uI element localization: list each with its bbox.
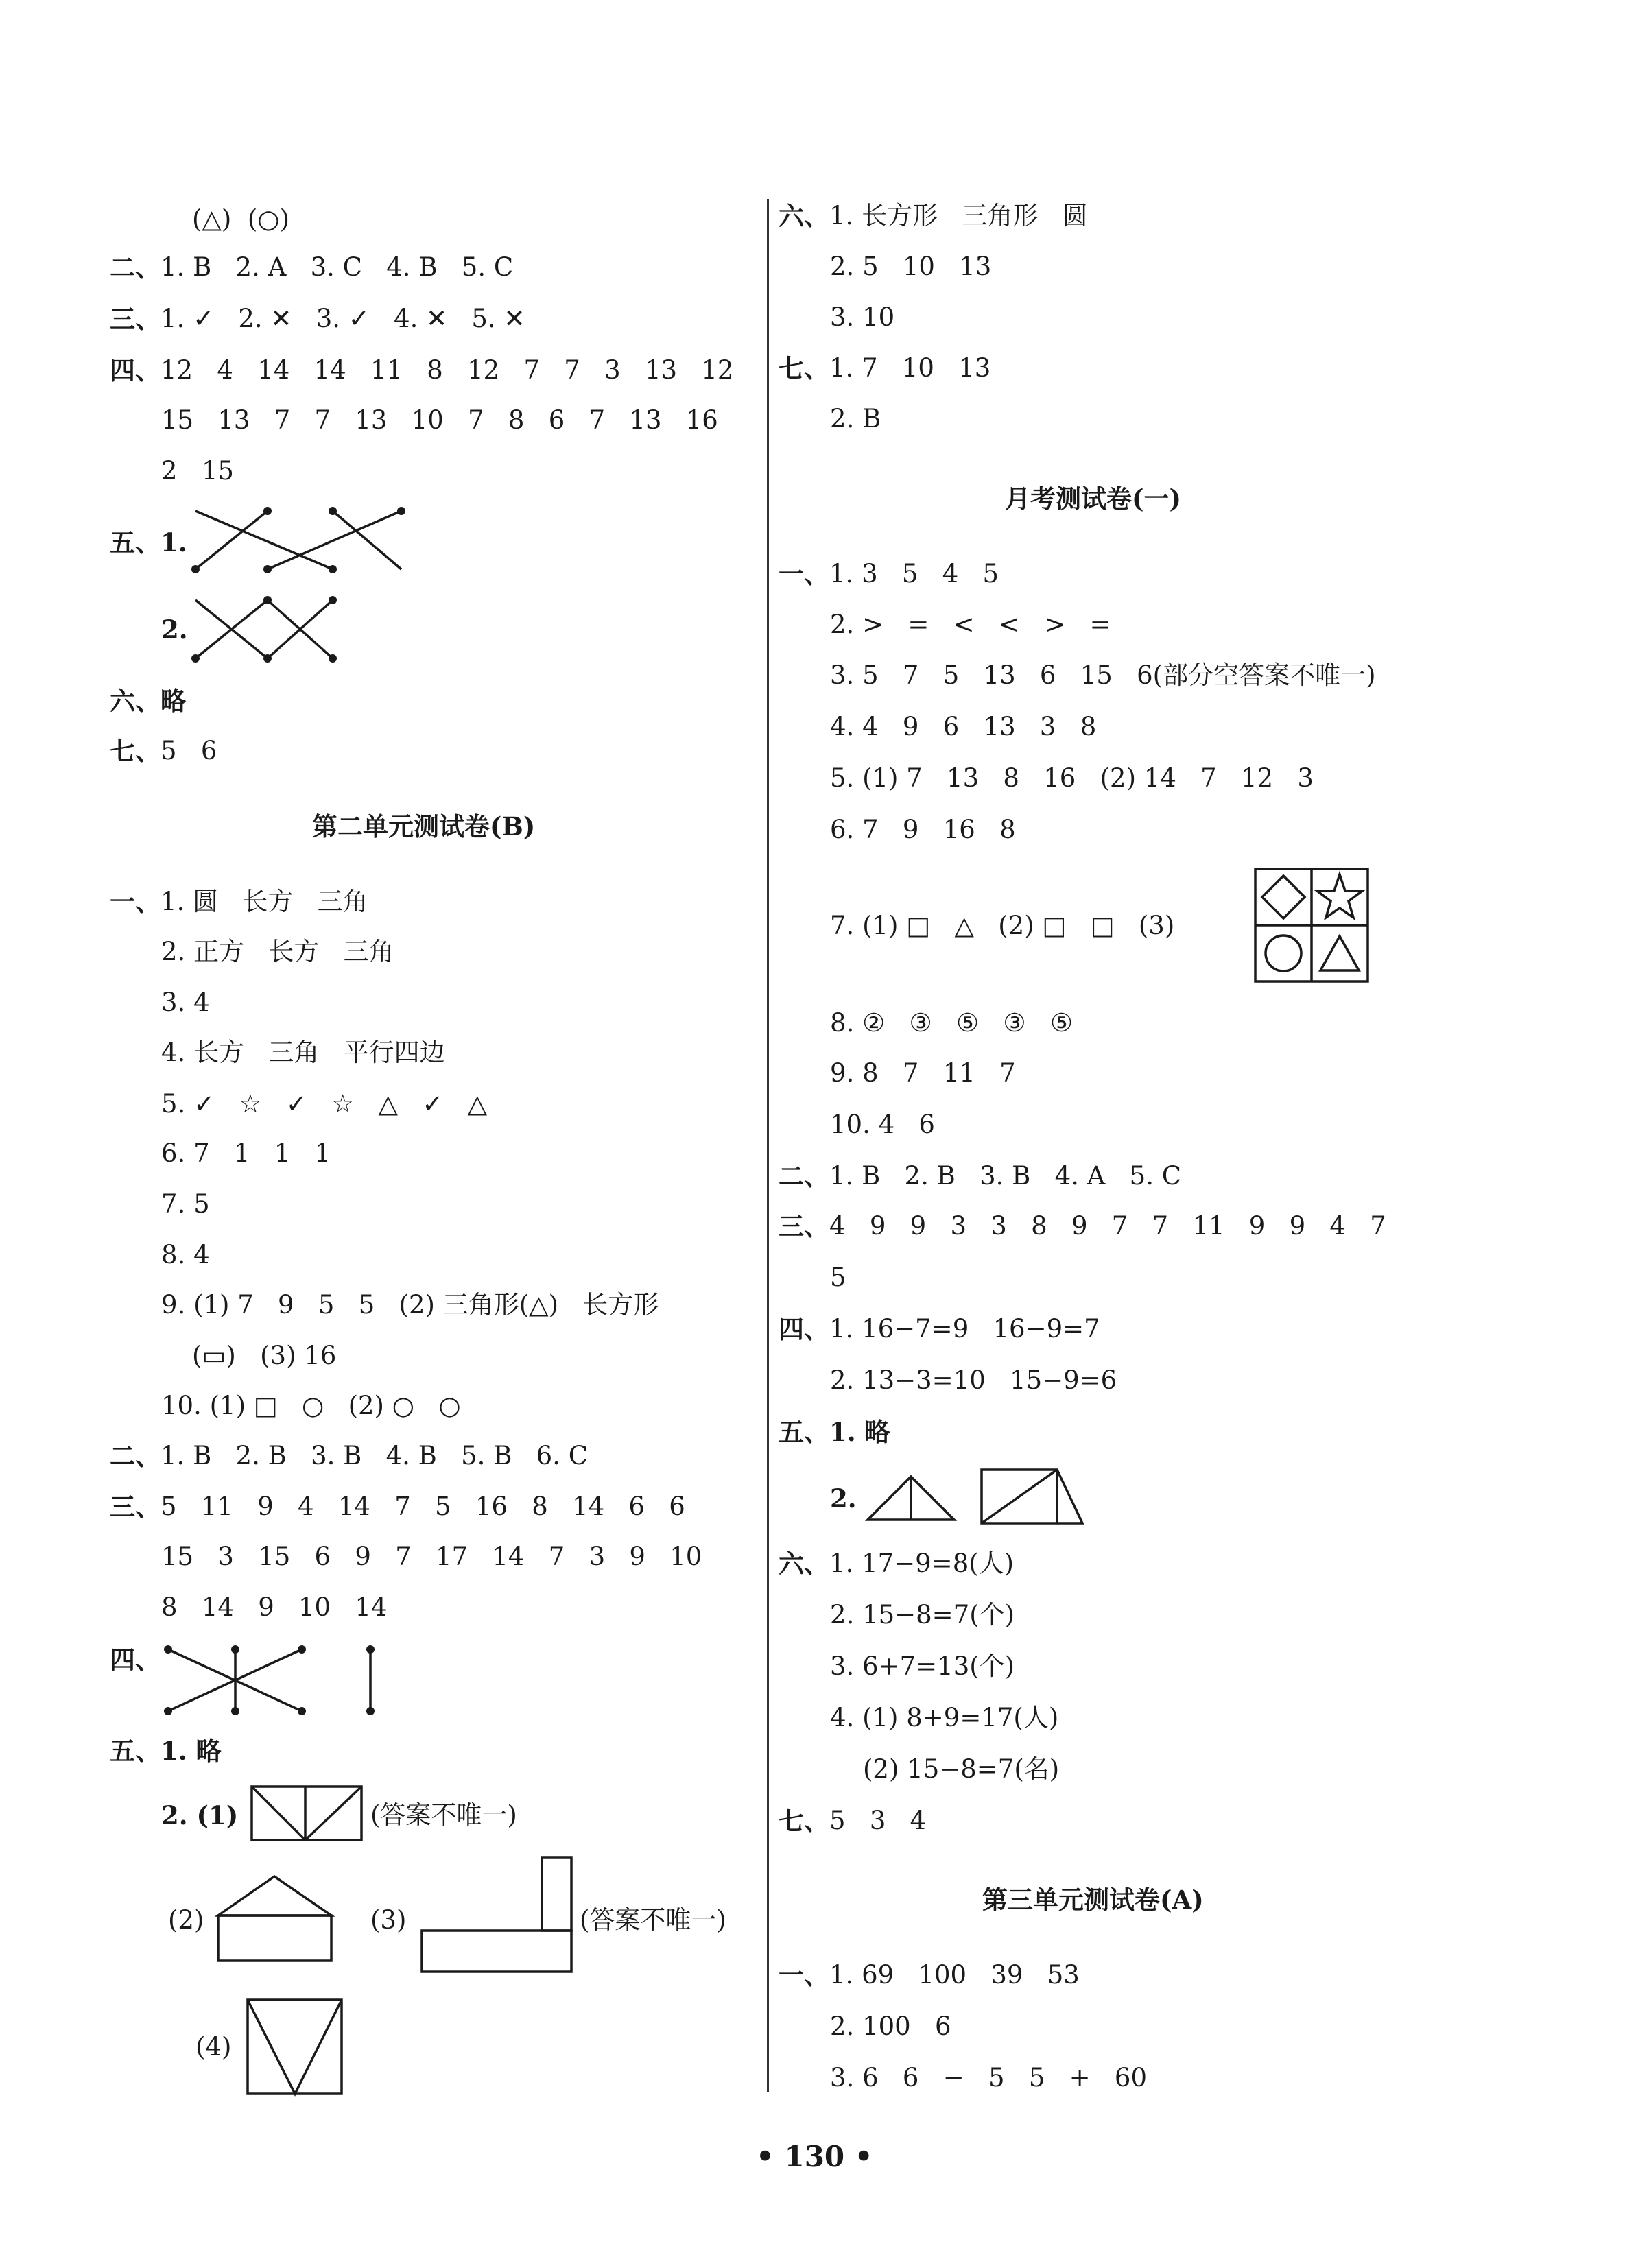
right-line-23: 六、 1. 17−9=8(人) [779, 1549, 1015, 1579]
left-line-5: 15 13 7 7 13 10 7 8 6 7 13 16 [161, 405, 718, 435]
right-line-20: 2. 13−3=10 15−9=6 [830, 1365, 1117, 1395]
right-line-16: 二、 1. B 2. B 3. B 4. A 5. C [779, 1161, 1182, 1191]
left-line-21: 10. (1) □ ○ (2) ○ ○ [161, 1391, 461, 1420]
right-line-31: 3. 6 6 − 5 5 + 60 [830, 2063, 1148, 2092]
right-line-29: 一、 1. 69 100 39 53 [779, 1960, 1080, 1990]
right-line-27: (2) 15−8=7(名) [863, 1754, 1060, 1784]
left-line-17: 7. 5 [161, 1189, 210, 1219]
left-line-26: 四、 [110, 1645, 161, 1675]
left-line-28: 2. (1) [161, 1800, 239, 1830]
square-v-figure [246, 1998, 345, 2097]
right-line-21: 五、 1. 略 [779, 1417, 890, 1447]
left-line-20: (▭) (3) 16 [192, 1341, 337, 1370]
left-line-12: 2. 正方 长方 三角 [161, 937, 394, 966]
right-line-2: 2. 5 10 13 [830, 252, 992, 281]
section-heading-unit3a: 第三单元测试卷(A) [982, 1885, 1204, 1915]
l-shape-figure [420, 1855, 574, 1975]
left-line-22: 二、 1. B 2. B 3. B 4. B 5. B 6. C [110, 1441, 589, 1471]
section-heading-unit2b: 第二单元测试卷(B) [312, 811, 536, 841]
note-answer-not-unique-2: (答案不唯一) [580, 1905, 726, 1935]
left-line-29b: (3) [370, 1905, 407, 1935]
right-line-12: 7. (1) □ △ (2) □ □ (3) [830, 911, 1175, 940]
matching-lines-figure-3 [161, 1639, 394, 1721]
section-heading-monthly-1: 月考测试卷(一) [1005, 484, 1182, 514]
right-line-9: 4. 4 9 6 13 3 8 [830, 712, 1097, 741]
matching-lines-figure-1 [192, 501, 412, 576]
right-line-19: 四、 1. 16−7=9 16−9=7 [779, 1314, 1100, 1344]
left-line-29: (2) [168, 1905, 204, 1935]
left-line-19: 9. (1) 7 9 5 5 (2) 三角形(△) 长方形 [161, 1290, 659, 1320]
right-line-25: 3. 6+7=13(个) [830, 1651, 1015, 1681]
matching-lines-figure-2 [192, 590, 350, 665]
left-line-3: 三、 1. ✓ 2. ✕ 3. ✓ 4. ✕ 5. ✕ [110, 304, 525, 334]
left-line-2: 二、 1. B 2. A 3. C 4. B 5. C [110, 252, 514, 283]
right-line-4: 七、 1. 7 10 13 [779, 353, 991, 383]
left-line-9: 六、 略 [110, 686, 186, 716]
right-line-22: 2. [830, 1483, 857, 1514]
house-shape-figure [216, 1874, 336, 1963]
left-line-25: 8 14 9 10 14 [161, 1592, 388, 1622]
right-line-15: 10. 4 6 [830, 1110, 935, 1139]
left-line-30: (4) [195, 2032, 232, 2062]
left-line-24: 15 3 15 6 9 7 17 14 7 3 9 10 [161, 1542, 702, 1571]
right-line-30: 2. 100 6 [830, 2012, 951, 2041]
right-line-7: 2. > = < < > = [830, 610, 1111, 639]
right-line-18: 5 [830, 1263, 846, 1292]
right-line-24: 2. 15−8=7(个) [830, 1600, 1015, 1630]
right-line-26: 4. (1) 8+9=17(人) [830, 1703, 1059, 1732]
left-line-4: 四、 12 4 14 14 11 8 12 7 7 3 13 12 [110, 355, 734, 385]
right-line-14: 9. 8 7 11 7 [830, 1058, 1016, 1088]
left-line-1: (△) (○) [192, 204, 290, 234]
right-line-1: 六、 1. 长方形 三角形 圆 [779, 201, 1088, 231]
right-line-13: 8. ② ③ ⑤ ③ ⑤ [830, 1008, 1073, 1038]
left-line-8: 2. [161, 614, 188, 645]
right-line-17: 三、 4 9 9 3 3 8 9 7 7 11 9 9 4 7 [779, 1211, 1386, 1241]
left-line-11: 一、 1. 圆 长方 三角 [110, 887, 368, 917]
left-line-16: 6. 7 1 1 1 [161, 1138, 331, 1168]
column-divider [767, 199, 769, 2092]
right-line-6: 一、 1. 3 5 4 5 [779, 559, 999, 589]
left-line-15: 5. ✓ ☆ ✓ ☆ △ ✓ △ [161, 1089, 488, 1119]
left-line-18: 8. 4 [161, 1240, 210, 1269]
right-line-5: 2. B [830, 404, 881, 433]
left-line-27: 五、 1. 略 [110, 1736, 222, 1766]
shape-grid-figure [1254, 868, 1371, 984]
left-line-23: 三、 5 11 9 4 14 7 5 16 8 14 6 6 [110, 1492, 685, 1522]
split-rectangle-figure [980, 1468, 1086, 1526]
left-line-7: 五、 1. [110, 527, 187, 558]
left-line-14: 4. 长方 三角 平行四边 [161, 1038, 445, 1067]
rectangle-split-figure [250, 1785, 364, 1843]
right-line-8: 3. 5 7 5 13 6 15 6(部分空答案不唯一) [830, 660, 1376, 690]
right-line-11: 6. 7 9 16 8 [830, 815, 1016, 844]
right-line-3: 3. 10 [830, 302, 895, 332]
left-line-13: 3. 4 [161, 988, 210, 1017]
note-answer-not-unique-1: (答案不唯一) [370, 1800, 517, 1830]
page-number: • 130 • [756, 2140, 873, 2173]
split-triangle-figure [866, 1475, 958, 1523]
left-line-10: 七、 5 6 [110, 736, 217, 766]
right-line-28: 七、 5 3 4 [779, 1806, 927, 1836]
right-line-10: 5. (1) 7 13 8 16 (2) 14 7 12 3 [830, 763, 1314, 793]
left-line-6: 2 15 [161, 456, 234, 486]
